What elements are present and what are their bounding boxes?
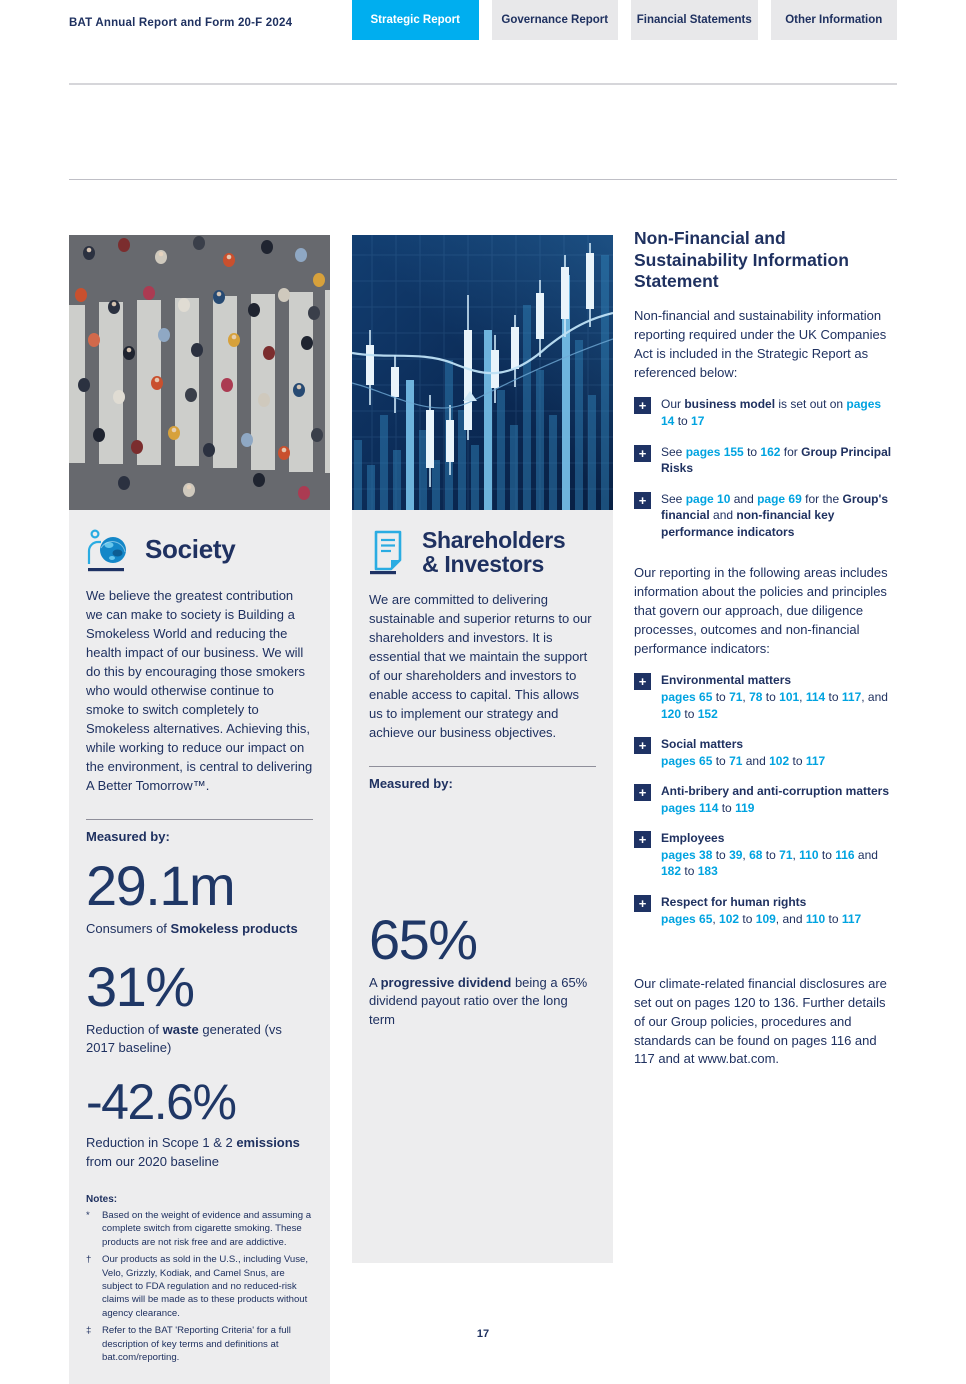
second-divider (69, 179, 897, 180)
notes-label: Notes: (86, 1193, 118, 1205)
bold-text: Group's financial (661, 491, 889, 523)
nfs-area-item (634, 830, 897, 880)
tab-strategic-report[interactable]: Strategic Report (352, 0, 479, 40)
reference-text: See pages 155 to 162 for Group Principal Risks (661, 444, 892, 476)
stat-consumers-value: 29.1m (86, 853, 235, 917)
page-link[interactable]: pages 14 (661, 397, 882, 428)
plus-icon (634, 831, 651, 848)
shareholders-measured-by-label: Measured by: (369, 766, 596, 791)
page-link[interactable]: 182 (661, 864, 682, 879)
plus-icon (634, 397, 651, 414)
page-link[interactable]: 17 (691, 413, 705, 428)
nfs-area-item (634, 736, 897, 769)
nfs-closing: Our climate-related financial disclosures are set out on pages 120 to 136. Further details of our Group policies, procedures and standards can be found on pages 116 and 117 and at www.bat.com. (634, 976, 887, 1067)
note-marker: * (86, 1209, 90, 1221)
area-pages: pages 65 to 71 and 102 to 117 (661, 753, 826, 768)
nfs-column (634, 228, 897, 1069)
shareholders-heading: Shareholders & Investors (422, 527, 566, 578)
plus-icon (634, 492, 651, 509)
stock-chart-photo (352, 235, 613, 510)
bold-text: waste (162, 1022, 199, 1038)
area-pages: pages 38 to 39, 68 to 71, 110 to 116 and 182 to 183 (661, 847, 878, 879)
society-body: We believe the greatest contribution we can make to society is Building a Smokeless World and reducing the health impact of our business. We will do this by encouraging those smokers who would otherwise continue to smoke to switch completely to Smokeless alternatives. Achieving this, while working to reduce our impact on the environment, is central to delivering A Better Tomorrow™. (86, 588, 313, 793)
plus-icon (634, 445, 651, 462)
crosswalk-photo (69, 235, 330, 510)
page-link[interactable]: page 69 (757, 491, 802, 506)
area-title: Social matters (661, 737, 744, 752)
page-link[interactable]: 119 (735, 800, 755, 815)
document-icon (369, 529, 409, 575)
nfs-area-item (634, 783, 897, 816)
page-link[interactable]: 71 (729, 690, 743, 705)
page-link[interactable]: 120 (661, 706, 682, 721)
page-link[interactable]: pages 155 (685, 444, 744, 459)
page-number: 17 (476, 1328, 490, 1340)
plus-icon (634, 895, 651, 912)
tab-other-information[interactable]: Other Information (771, 0, 898, 40)
shareholders-column (352, 235, 613, 1263)
nfs-reference-item (634, 444, 897, 477)
bold-text: emissions (236, 1135, 300, 1151)
section-tabs (352, 0, 897, 40)
note-marker: ‡ (86, 1325, 92, 1337)
shareholders-body: We are committed to delivering sustainable and superior returns to our shareholders and investors. It is essential that we maintain the support of our shareholders and investors to enable access to capital. This allows us to implement our strategy and achieve our business objectives. (369, 592, 592, 741)
page-link[interactable]: pages 65 (661, 753, 713, 768)
page-link[interactable]: 78 (749, 690, 763, 705)
area-title: Employees (661, 831, 725, 846)
page-link[interactable]: 68 (749, 847, 763, 862)
page-link[interactable]: 110 (799, 847, 819, 862)
page-link[interactable]: 117 (805, 753, 826, 768)
nfs-heading: Non-Financial and Sustainability Information Statement (634, 228, 849, 292)
page-link[interactable]: page 10 (685, 491, 731, 506)
area-text (661, 736, 825, 769)
society-heading: Society (145, 534, 236, 565)
bold-text: Smokeless products (170, 920, 298, 936)
area-pages: pages 114 to 119 (661, 800, 755, 815)
area-title: Environmental matters (661, 673, 792, 688)
person-globe-icon (86, 528, 132, 572)
nfs-intro: Non-financial and sustainability information reporting required under the UK Companies Act is included in the Strategic Report as referenced below: (634, 308, 887, 380)
note-item (86, 1253, 313, 1320)
stat-dividend-desc: A progressive dividend being a 65% dividend payout ratio over the long term (369, 975, 588, 1027)
page-link[interactable]: pages 114 (661, 800, 719, 815)
page-link[interactable]: 71 (779, 847, 793, 862)
page-link[interactable]: 101 (779, 690, 800, 705)
bold-text: business model (684, 397, 776, 412)
page-link[interactable]: 162 (760, 444, 781, 459)
note-item (86, 1209, 313, 1249)
society-measured-by-label: Measured by: (86, 819, 313, 844)
page-link[interactable]: pages 65 (661, 690, 713, 705)
page-link[interactable]: 102 (719, 911, 740, 926)
nfs-area-item (634, 672, 897, 722)
page-link[interactable]: pages 38 (661, 847, 713, 862)
bold-text: non-financial key performance indicators (661, 508, 835, 539)
page-link[interactable]: 116 (835, 847, 855, 862)
page-link[interactable]: 152 (697, 706, 718, 721)
note-text: Our products as sold in the U.S., including Vuse, Velo, Grizzly, Kodiak, and Camel Snus, are subject to FDA regulation and no reduced-risk claims will be made as to these products without agency clearance. (102, 1254, 309, 1319)
page-link[interactable]: 71 (729, 753, 743, 768)
area-title: Anti-bribery and anti-corruption matters (661, 784, 890, 799)
tab-governance-report[interactable]: Governance Report (492, 0, 619, 40)
nfs-reference-item (634, 396, 897, 429)
page-link[interactable]: 114 (805, 690, 826, 705)
tab-financial-statements[interactable]: Financial Statements (631, 0, 758, 40)
note-marker: † (86, 1254, 92, 1266)
page-link[interactable]: 183 (697, 864, 718, 879)
page-link[interactable]: 117 (841, 690, 862, 705)
note-text: Refer to the BAT 'Reporting Criteria' for a full description of key terms and definitions at bat.com/reporting. (102, 1325, 291, 1364)
area-title: Respect for human rights (661, 894, 807, 909)
stat-waste-desc: Reduction of waste generated (vs 2017 baseline) (86, 1022, 282, 1056)
nfs-area-item (634, 894, 897, 927)
society-panel (69, 510, 330, 1384)
area-text (661, 783, 889, 816)
area-text (661, 894, 861, 927)
page-link[interactable]: 110 (805, 911, 826, 926)
nfs-reference-item (634, 491, 897, 541)
page-link[interactable]: 102 (769, 753, 790, 768)
bold-text: Group Principal Risks (661, 444, 892, 476)
area-text (661, 672, 897, 722)
page-link[interactable]: pages 65 (661, 911, 713, 926)
area-pages: pages 65 to 71, 78 to 101, 114 to 117, and 120 to 152 (661, 690, 888, 721)
report-title: BAT Annual Report and Form 20-F 2024 (69, 17, 293, 29)
page-link[interactable]: 109 (755, 911, 776, 926)
plus-icon (634, 784, 651, 801)
shareholders-panel (352, 510, 613, 1263)
stat-dividend-value: 65% (369, 908, 477, 972)
stat-consumers-desc: Consumers of Smokeless products (86, 920, 298, 936)
stat-emissions-desc: Reduction in Scope 1 & 2 emissions from our 2020 baseline (86, 1135, 300, 1169)
area-text (661, 830, 897, 880)
bold-text: progressive dividend (380, 975, 512, 991)
reference-text: See page 10 and page 69 for the Group's financial and non-financial key performance indicators (661, 491, 889, 539)
nfs-reporting-intro: Our reporting in the following areas includes information about the policies and principles that govern our approach, due diligence processes, outcomes and non-financial performance indicators: (634, 565, 888, 656)
area-pages: pages 65, 102 to 109, and 110 to 117 (661, 911, 862, 926)
note-text: Based on the weight of evidence and assuming a complete switch from cigarette smoking. These products are not risk free and are addictive. (102, 1209, 312, 1248)
reference-text: Our business model is set out on pages 14 to 17 (661, 397, 882, 428)
stat-emissions-value: -42.6% (86, 1074, 236, 1131)
top-divider (69, 83, 897, 85)
page-link[interactable]: 39 (729, 847, 743, 862)
stat-waste-value: 31% (86, 954, 194, 1018)
plus-icon (634, 737, 651, 754)
society-column (69, 235, 330, 1384)
page-link[interactable]: 117 (841, 911, 862, 926)
plus-icon (634, 673, 651, 690)
